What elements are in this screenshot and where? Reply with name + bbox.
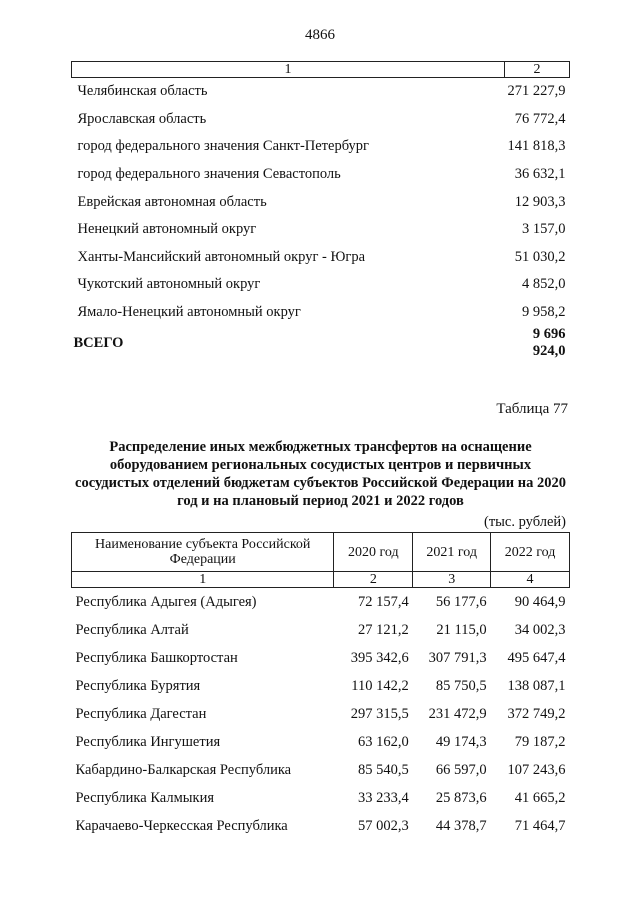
value-2022: 71 464,7 [514, 817, 566, 834]
region-value: 4 852,0 [522, 276, 566, 293]
value-2021: 21 115,0 [436, 621, 487, 638]
region-name: Ненецкий автономный округ [77, 221, 257, 238]
value-2022: 107 243,6 [507, 761, 566, 778]
region-name: Республика Алтай [75, 621, 189, 638]
value-2021: 85 750,5 [435, 677, 487, 694]
value-2020: 395 342,6 [350, 649, 409, 666]
table-row [72, 244, 570, 272]
table-row [72, 588, 570, 617]
region-name: Челябинская область [77, 83, 208, 100]
table-row [72, 756, 570, 784]
regions-table-continued [71, 61, 570, 360]
table-row [72, 299, 570, 327]
region-value: 76 772,4 [514, 110, 566, 127]
table-row [72, 728, 570, 756]
value-2020: 72 157,4 [358, 593, 409, 610]
value-2020: 57 002,3 [358, 817, 409, 834]
region-name: Ханты-Мансийский автономный округ - Югра [77, 248, 366, 265]
column-number-4: 4 [491, 572, 570, 588]
value-2022: 372 749,2 [507, 705, 566, 722]
total-label: ВСЕГО [73, 334, 124, 351]
table-row [72, 78, 570, 106]
value-2021: 307 791,3 [428, 649, 487, 666]
value-2021: 44 378,7 [435, 817, 487, 834]
table-row [72, 161, 570, 189]
value-2021: 231 472,9 [428, 705, 487, 722]
region-name: Кабардино-Балкарская Республика [75, 761, 292, 778]
column-number-3: 3 [413, 572, 491, 588]
table-header-row [72, 62, 570, 78]
value-2022: 79 187,2 [514, 733, 566, 750]
table-row [72, 812, 570, 840]
value-2022: 138 087,1 [507, 677, 566, 694]
table-row [72, 784, 570, 812]
unit-label: (тыс. рублей) [484, 514, 566, 530]
value-2022: 90 464,9 [514, 593, 566, 610]
table-row [72, 616, 570, 644]
table-title: Распределение иных межбюджетных трансфертов на оснащение оборудованием региональных сосудистых центров и первичных сосудистых отделений бюджетам субъектов Российской Федерации на 2020 год и на плановый период 2021 и 2022 годов [75, 439, 566, 509]
total-row [72, 326, 570, 360]
table-row [72, 672, 570, 700]
value-2020: 33 233,4 [358, 789, 409, 806]
table-row [72, 644, 570, 672]
region-value: 12 903,3 [514, 193, 566, 210]
region-value: 141 818,3 [507, 138, 566, 155]
column-header-2021: 2021 год [413, 533, 491, 572]
region-value: 3 157,0 [522, 221, 566, 238]
region-value: 51 030,2 [514, 248, 566, 265]
table-row [72, 700, 570, 728]
table-row [72, 106, 570, 134]
page-number: 4866 [305, 27, 335, 43]
column-header-2020: 2020 год [334, 533, 413, 572]
table-row [72, 188, 570, 216]
table-row [72, 271, 570, 299]
value-2020: 27 121,2 [358, 621, 409, 638]
column-number-2: 2 [334, 572, 413, 588]
table-label: Таблица 77 [496, 401, 568, 417]
region-name: Ярославская область [77, 110, 207, 127]
table-header-row [72, 533, 570, 572]
column-header-2022: 2022 год [491, 533, 570, 572]
value-2020: 85 540,5 [358, 761, 409, 778]
region-name: Ямало-Ненецкий автономный округ [77, 304, 301, 321]
value-2020: 297 315,5 [350, 705, 409, 722]
region-name: Республика Башкортостан [75, 649, 238, 666]
value-2021: 49 174,3 [435, 733, 487, 750]
column-number-1: 1 [72, 62, 505, 78]
total-value: 9 696 924,0 [532, 326, 566, 360]
region-name: Республика Калмыкия [75, 789, 214, 806]
region-name: город федерального значения Санкт-Петербург [77, 138, 369, 155]
region-value: 271 227,9 [507, 83, 566, 100]
transfers-table [71, 532, 570, 840]
region-name: город федерального значения Севастополь [77, 166, 341, 183]
value-2022: 495 647,4 [507, 649, 566, 666]
value-2022: 41 665,2 [514, 789, 566, 806]
column-number-2: 2 [505, 62, 570, 78]
region-value: 36 632,1 [514, 166, 566, 183]
column-header-region: Наименование субъекта Российской Федерации [72, 533, 334, 572]
value-2021: 66 597,0 [435, 761, 487, 778]
table-row [72, 216, 570, 244]
value-2022: 34 002,3 [514, 621, 566, 638]
value-2020: 63 162,0 [358, 733, 409, 750]
region-name: Республика Дагестан [75, 705, 207, 722]
column-numbers-row [72, 572, 570, 588]
table-row [72, 133, 570, 161]
region-name: Карачаево-Черкесская Республика [75, 817, 288, 834]
region-value: 9 958,2 [522, 304, 566, 321]
value-2021: 56 177,6 [435, 593, 487, 610]
region-name: Еврейская автономная область [77, 193, 267, 210]
region-name: Республика Адыгея (Адыгея) [75, 593, 257, 610]
value-2021: 25 873,6 [435, 789, 487, 806]
region-name: Республика Бурятия [75, 677, 201, 694]
column-number-1: 1 [72, 572, 334, 588]
region-name: Республика Ингушетия [75, 733, 221, 750]
region-name: Чукотский автономный округ [77, 276, 261, 293]
value-2020: 110 142,2 [351, 677, 409, 694]
